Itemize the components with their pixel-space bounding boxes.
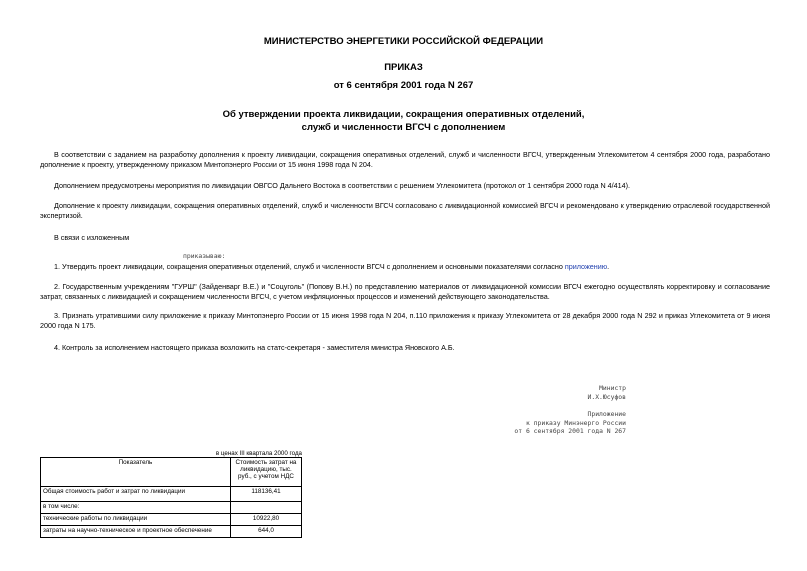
order-item-3: 3. Признать утратившими силу приложение к приказу Минтопэнерго России от 15 июня 1998 года N 204, п.110 приложения к приказу Углекомитета от 28 декабря 2000 года N 292 и приказ Углекомитета от 9 июня 2000 года N 175.	[40, 311, 770, 330]
row-value: 644,0	[231, 526, 302, 538]
row-value	[231, 502, 302, 514]
ministry-heading: МИНИСТЕРСТВО ЭНЕРГЕТИКИ РОССИЙСКОЙ ФЕДЕРАЦИИ	[263, 36, 544, 47]
row-label: в том числе:	[41, 502, 231, 514]
appendix-line-3: от 6 сентября 2001 года N 267	[514, 427, 626, 436]
order-item-1-end: .	[607, 262, 610, 271]
row-label: Общая стоимость работ и затрат по ликвидации	[41, 487, 231, 502]
document-title	[0, 108, 807, 134]
signature-name: И.Х.Юсуфов	[587, 392, 626, 401]
cost-table	[40, 457, 302, 538]
appendix-line-2: к приказу Минэнерго России	[525, 418, 626, 427]
paragraph-1: В соответствии с заданием на разработку дополнения к проекту ликвидации, сокращения оперативных отделений, служб и численности ВГСЧ, утвержденным Углекомитетом 4 сентября 2000 года, разработано дополнение к проекту, утвержденному приказом Минтопэнерго России от 15 июня 1998 года N 204.	[40, 150, 770, 169]
paragraph-3: Дополнение к проекту ликвидации, сокращения оперативных отделений, служб и численности ВГСЧ согласовано с ликвидационной комиссией ВГСЧ и рекомендовано к утверждению отраслевой государственной экспертизой.	[40, 201, 770, 220]
table-caption: в ценах III квартала 2000 года	[215, 450, 302, 457]
signature-position: Министр	[599, 384, 626, 392]
prikazyvayu-label: приказываю:	[183, 252, 226, 260]
appendix-line-1: Приложение	[587, 410, 626, 418]
table-row	[41, 526, 302, 538]
row-label: затраты на научно-техническое и проектное обеспечение	[41, 526, 231, 538]
order-item-2: 2. Государственным учреждениям "ГУРШ" (Зайденварг В.Е.) и "Соцуголь" (Попову В.Н.) по представлению материалов от ликвидационной комиссии ВГСЧ ежегодно осуществлять корректировку и согласование затрат, связанных с ликвидацией и сокращением численности ВГСЧ, с учетом инфляционных процессов и изменений действующего законодательства.	[40, 282, 770, 301]
title-line-2: служб и численности ВГСЧ с дополнением	[301, 122, 506, 133]
title-line-1: Об утверждении проекта ликвидации, сокращения оперативных отделений,	[222, 109, 585, 120]
row-value: 118136,41	[231, 487, 302, 502]
date-number-heading: от 6 сентября 2001 года N 267	[333, 80, 474, 91]
table-header-indicator: Показатель	[41, 458, 231, 487]
order-item-4: 4. Контроль за исполнением настоящего приказа возложить на статс-секретаря - заместителя министра Яновского А.Б.	[54, 343, 455, 352]
appendix-link[interactable]: приложению	[564, 262, 608, 271]
order-item-1-text: 1. Утвердить проект ликвидации, сокращения оперативных отделений, служб и численности ВГСЧ с дополнением и основными показателями согласно	[54, 262, 565, 271]
appendix-block	[480, 410, 626, 436]
order-item-1	[40, 262, 770, 272]
row-value: 10922,80	[231, 514, 302, 526]
table-row	[41, 514, 302, 526]
table-header-cost: Стоимость затрат на ликвидацию, тыс. руб., с учетом НДС	[231, 458, 302, 487]
signature-block	[540, 384, 626, 401]
row-label: технические работы по ликвидации	[41, 514, 231, 526]
table-row	[41, 502, 302, 514]
paragraph-2: Дополнением предусмотрены мероприятия по ликвидации ОВГСО Дальнего Востока в соответствии с решением Углекомитета (протокол от 1 сентября 2000 года N 4/414).	[54, 181, 631, 190]
table-row	[41, 487, 302, 502]
paragraph-4: В связи с изложенным	[54, 233, 130, 242]
doc-type-heading: ПРИКАЗ	[384, 62, 423, 73]
